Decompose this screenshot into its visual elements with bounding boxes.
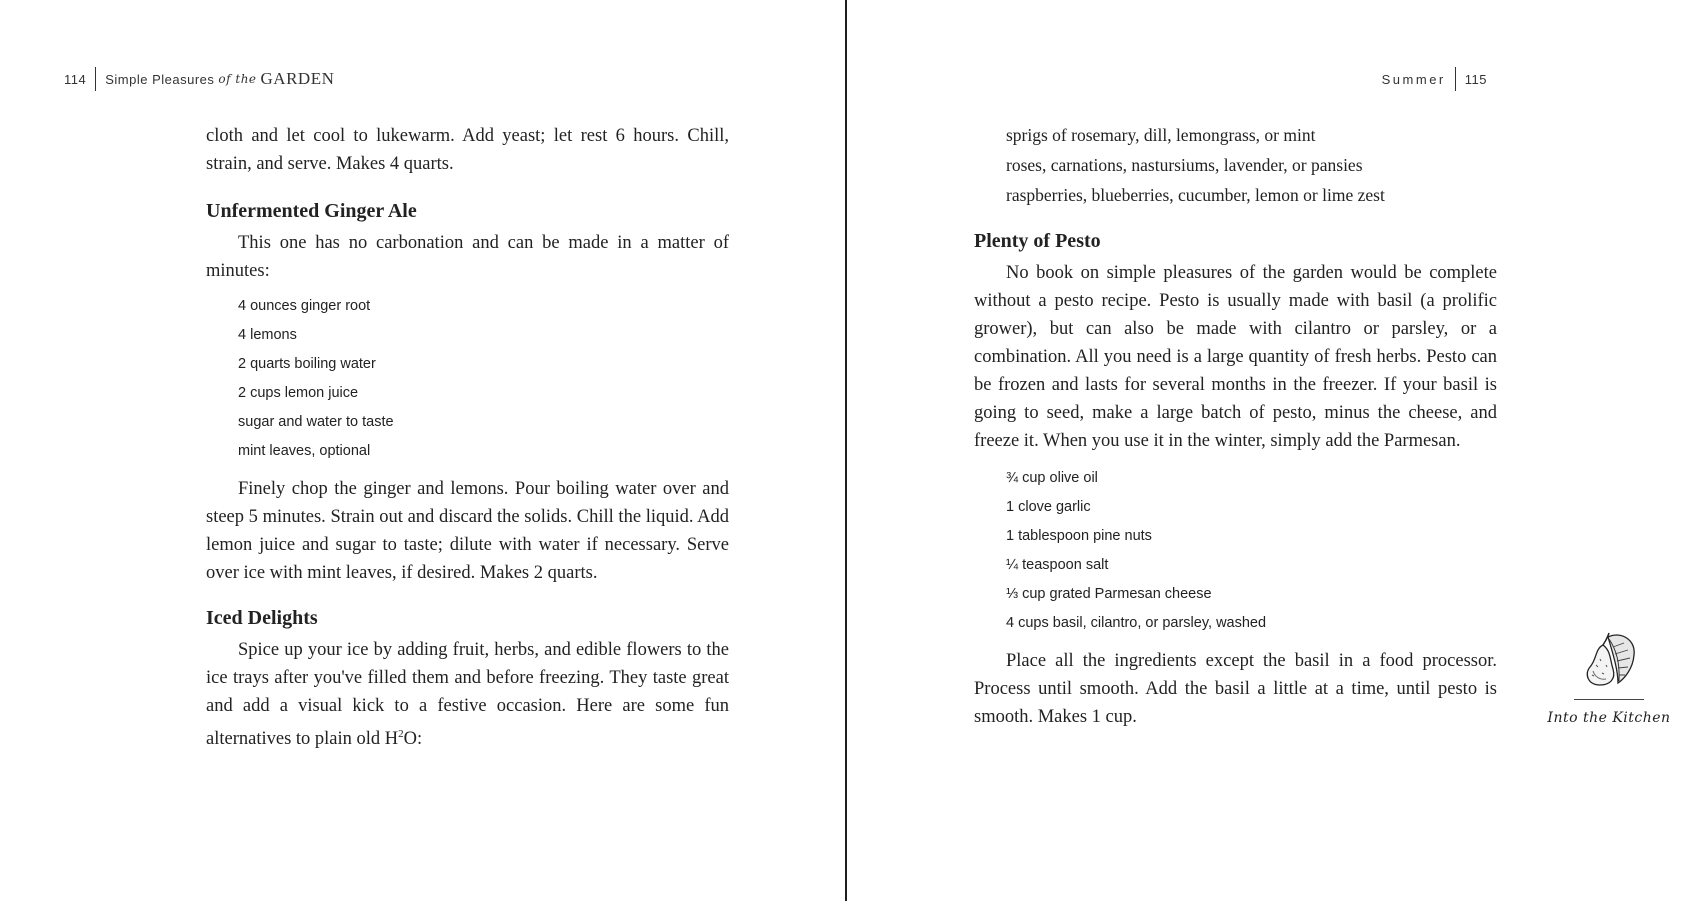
ingredient-item: ¼ teaspoon salt: [1006, 557, 1109, 573]
ingredient-item: ¾ cup olive oil: [1006, 470, 1098, 486]
continuation-paragraph: cloth and let cool to lukewarm. Add yeast; let rest 6 hours. Chill, strain, and serve. Makes 4 quarts.: [206, 126, 729, 174]
pear-illustration-icon: [1578, 627, 1640, 689]
iced-delights-intro-text: Spice up your ice by adding fruit, herbs, and edible flowers to the ice trays after you've filled them and before freezing. They taste great and add a visual kick to a festive occasion. Here are some fun alternatives to plain old H: [206, 640, 729, 750]
list-item: roses, carnations, nastursiums, lavender, or pansies: [1006, 155, 1363, 175]
pesto-ingredients: [974, 464, 1497, 638]
iced-delights-intro: [206, 636, 729, 753]
ingredient-item: sugar and water to taste: [238, 414, 394, 430]
right-page: [848, 0, 1685, 901]
left-running-head: [64, 67, 334, 91]
subscript-two: 2: [398, 728, 404, 740]
list-item: sprigs of rosemary, dill, lemongrass, or mint: [1006, 125, 1316, 145]
runhead-divider: [1455, 67, 1456, 91]
ginger-ale-ingredients: [206, 292, 729, 466]
margin-note: [1544, 627, 1674, 726]
book-title-end: GARDEN: [260, 69, 335, 88]
pesto-heading: Plenty of Pesto: [974, 230, 1101, 252]
margin-caption: Into the Kitchen: [1547, 710, 1671, 726]
ingredient-item: 4 lemons: [238, 327, 297, 343]
ingredient-item: 4 ounces ginger root: [238, 298, 371, 314]
pesto-instructions: Place all the ingredients except the basil in a food processor. Process until smooth. Add the basil a little at a time, until pesto is smooth. Makes 1 cup.: [974, 651, 1497, 727]
book-title-start: Simple Pleasures: [105, 71, 215, 87]
ingredient-item: 2 quarts boiling water: [238, 356, 376, 372]
ingredient-item: mint leaves, optional: [238, 443, 371, 459]
left-text-column: [206, 122, 729, 753]
iced-delights-heading: Iced Delights: [206, 607, 318, 629]
ice-alternatives-list: [974, 120, 1497, 210]
runhead-divider: [95, 67, 96, 91]
book-title-of-the: of the: [218, 72, 257, 86]
ginger-ale-heading: Unfermented Ginger Ale: [206, 200, 417, 222]
list-item: raspberries, blueberries, cucumber, lemon or lime zest: [1006, 185, 1385, 205]
ingredient-item: 4 cups basil, cilantro, or parsley, washed: [1006, 615, 1267, 631]
ingredient-item: 1 tablespoon pine nuts: [1006, 528, 1152, 544]
ginger-ale-intro: This one has no carbonation and can be made in a matter of minutes:: [206, 233, 729, 281]
ingredient-item: ⅓ cup grated Parmesan cheese: [1006, 586, 1212, 602]
left-page-number: 114: [64, 71, 87, 87]
right-running-head: [1382, 67, 1487, 91]
ginger-ale-instructions: Finely chop the ginger and lemons. Pour boiling water over and steep 5 minutes. Strain out and discard the solids. Chill the liquid. Add lemon juice and sugar to taste; dilute with water if necessary. Serve over ice with mint leaves, if desired. Makes 2 quarts.: [206, 479, 729, 583]
ingredient-item: 2 cups lemon juice: [238, 385, 359, 401]
margin-rule: [1574, 699, 1644, 700]
right-page-number: 115: [1464, 71, 1487, 87]
section-title: Summer: [1381, 71, 1446, 87]
ingredient-item: 1 clove garlic: [1006, 499, 1091, 515]
pesto-intro: No book on simple pleasures of the garden would be complete without a pesto recipe. Pesto is usually made with basil (a prolific grower), but can also be made with cilantro or parsley, or a combination. All you need is a large quantity of fresh herbs. Pesto can be frozen and lasts for several months in the freezer. If your basil is going to seed, make a large batch of pesto, minus the cheese, and freeze it. When you use it in the winter, simply add the Parmesan.: [974, 263, 1497, 451]
book-gutter: [845, 0, 847, 901]
iced-delights-intro-end: O:: [403, 729, 423, 750]
right-text-column: [974, 120, 1497, 731]
